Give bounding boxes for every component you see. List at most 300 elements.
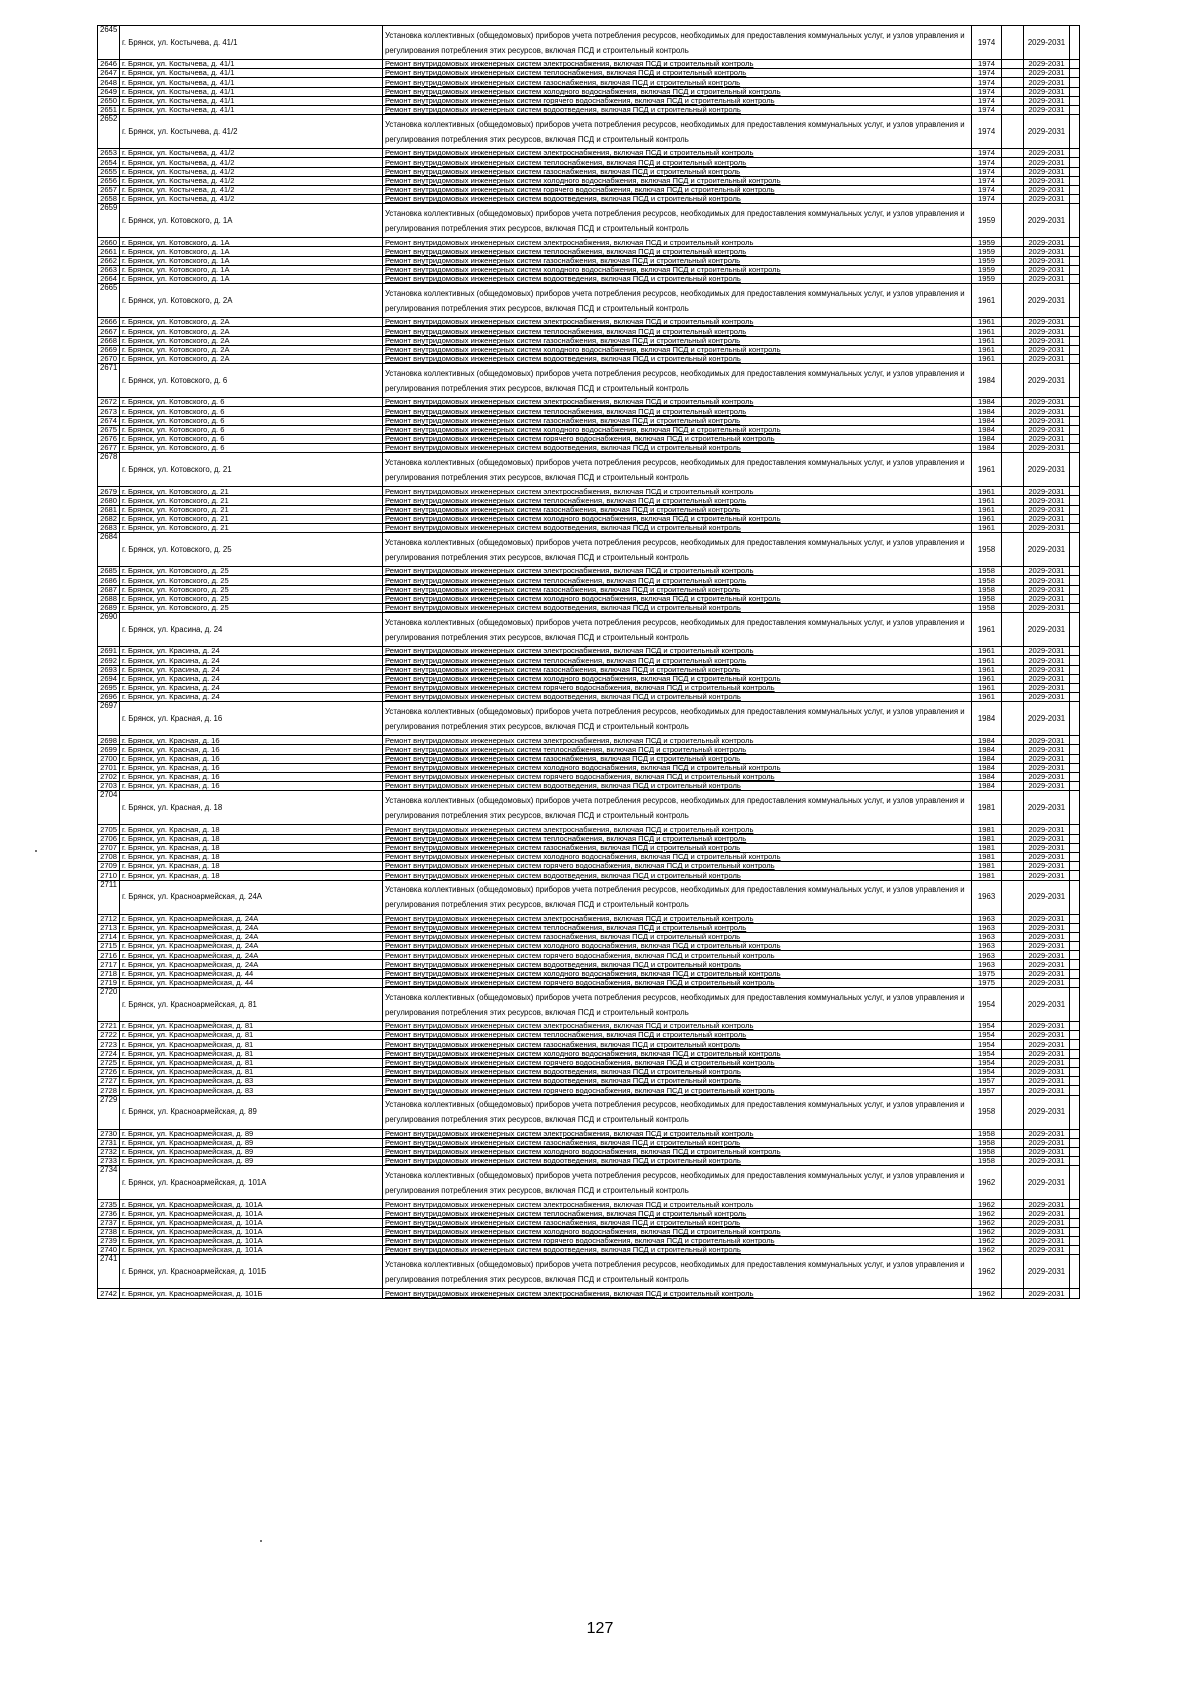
table-row [98, 115, 1146, 149]
empty-cell [1070, 327, 1080, 336]
table-row [98, 862, 1146, 871]
work-type-cell: Ремонт внутридомовых инженерных систем электроснабжения, включая ПСД и строительный контроль [383, 398, 972, 407]
empty-cell [1002, 567, 1024, 576]
work-type-cell: Ремонт внутридомовых инженерных систем газоснабжения, включая ПСД и строительный контроль [383, 843, 972, 852]
row-number: 2734 [98, 1166, 120, 1200]
period-cell: 2029-2031 [1024, 60, 1070, 69]
year-built-cell: 1961 [972, 336, 1002, 345]
empty-cell [1002, 1255, 1024, 1289]
period-cell: 2029-2031 [1024, 284, 1070, 318]
empty-cell [1070, 1049, 1080, 1058]
empty-cell [1002, 416, 1024, 425]
period-cell: 2029-2031 [1024, 914, 1070, 923]
empty-cell [1002, 702, 1024, 736]
work-type-cell: Ремонт внутридомовых инженерных систем водоотведения, включая ПСД и строительный контроль [383, 275, 972, 284]
empty-cell [1002, 1209, 1024, 1218]
row-number: 2669 [98, 345, 120, 354]
address-cell: г. Брянск, ул. Котовского, д. 21 [120, 514, 383, 523]
empty-cell [1002, 1040, 1024, 1049]
row-number: 2714 [98, 932, 120, 941]
empty-cell [1070, 336, 1080, 345]
work-type-cell: Ремонт внутридомовых инженерных систем электроснабжения, включая ПСД и строительный контроль [383, 1289, 972, 1298]
address-cell: г. Брянск, ул. Красноармейская, д. 24А [120, 932, 383, 941]
row-number: 2671 [98, 364, 120, 398]
empty-cell [1070, 238, 1080, 247]
address-cell: г. Брянск, ул. Красноармейская, д. 101Б [120, 1255, 383, 1289]
work-type-cell: Установка коллективных (общедомовых) приборов учета потребления ресурсов, необходимых для предоставления коммунальных услуг, и узлов управления и регулирования потребления этих ресурсов, включая ПСД и строительный контроль [383, 702, 972, 736]
address-cell: г. Брянск, ул. Красина, д. 24 [120, 613, 383, 647]
table-row [98, 105, 1146, 114]
empty-cell [1002, 185, 1024, 194]
work-type-cell: Ремонт внутридомовых инженерных систем газоснабжения, включая ПСД и строительный контроль [383, 754, 972, 763]
empty-cell [1002, 1157, 1024, 1166]
work-type-cell: Установка коллективных (общедомовых) приборов учета потребления ресурсов, необходимых для предоставления коммунальных услуг, и узлов управления и регулирования потребления этих ресурсов, включая ПСД и строительный контроль [383, 115, 972, 149]
empty-cell [1002, 988, 1024, 1022]
period-cell: 2029-2031 [1024, 96, 1070, 105]
address-cell: г. Брянск, ул. Красина, д. 24 [120, 674, 383, 683]
period-cell: 2029-2031 [1024, 453, 1070, 487]
row-number: 2687 [98, 585, 120, 594]
period-cell: 2029-2031 [1024, 1086, 1070, 1095]
work-type-cell: Ремонт внутридомовых инженерных систем теплоснабжения, включая ПСД и строительный контроль [383, 407, 972, 416]
table-row [98, 247, 1146, 256]
work-type-cell: Ремонт внутридомовых инженерных систем холодного водоснабжения, включая ПСД и строительный контроль [383, 852, 972, 861]
table-row [98, 1209, 1146, 1218]
empty-cell [1002, 674, 1024, 683]
empty-cell [1002, 238, 1024, 247]
empty-cell [1002, 862, 1024, 871]
empty-cell [1002, 158, 1024, 167]
work-type-cell: Ремонт внутридомовых инженерных систем электроснабжения, включая ПСД и строительный контроль [383, 567, 972, 576]
row-number: 2713 [98, 923, 120, 932]
period-cell: 2029-2031 [1024, 951, 1070, 960]
address-cell: г. Брянск, ул. Красина, д. 24 [120, 656, 383, 665]
table-row [98, 1040, 1146, 1049]
table-row [98, 1289, 1146, 1298]
period-cell: 2029-2031 [1024, 745, 1070, 754]
address-cell: г. Брянск, ул. Красная, д. 18 [120, 825, 383, 834]
period-cell: 2029-2031 [1024, 942, 1070, 951]
address-cell: г. Брянск, ул. Красноармейская, д. 44 [120, 969, 383, 978]
period-cell: 2029-2031 [1024, 988, 1070, 1022]
empty-cell [1070, 594, 1080, 603]
year-built-cell: 1959 [972, 247, 1002, 256]
empty-cell [1070, 951, 1080, 960]
empty-cell [1002, 327, 1024, 336]
table-row [98, 96, 1146, 105]
year-built-cell: 1954 [972, 1031, 1002, 1040]
period-cell: 2029-2031 [1024, 693, 1070, 702]
table-row [98, 533, 1146, 567]
row-number: 2706 [98, 834, 120, 843]
row-number: 2674 [98, 416, 120, 425]
row-number: 2736 [98, 1209, 120, 1218]
empty-cell [1070, 1218, 1080, 1227]
table-row [98, 647, 1146, 656]
work-type-cell: Ремонт внутридомовых инженерных систем горячего водоснабжения, включая ПСД и строительный контроль [383, 185, 972, 194]
year-built-cell: 1958 [972, 576, 1002, 585]
year-built-cell: 1957 [972, 1086, 1002, 1095]
empty-cell [1070, 791, 1080, 825]
table-row [98, 978, 1146, 987]
address-cell: г. Брянск, ул. Красноармейская, д. 83 [120, 1077, 383, 1086]
empty-cell [1002, 1246, 1024, 1255]
empty-cell [1070, 773, 1080, 782]
address-cell: г. Брянск, ул. Котовского, д. 2А [120, 327, 383, 336]
table-row [98, 594, 1146, 603]
period-cell: 2029-2031 [1024, 1289, 1070, 1298]
empty-cell [1002, 871, 1024, 880]
work-type-cell: Ремонт внутридомовых инженерных систем холодного водоснабжения, включая ПСД и строительный контроль [383, 514, 972, 523]
empty-cell [1070, 871, 1080, 880]
period-cell: 2029-2031 [1024, 265, 1070, 274]
period-cell: 2029-2031 [1024, 1200, 1070, 1209]
address-cell: г. Брянск, ул. Красноармейская, д. 44 [120, 978, 383, 987]
table-row [98, 185, 1146, 194]
work-type-cell: Установка коллективных (общедомовых) приборов учета потребления ресурсов, необходимых для предоставления коммунальных услуг, и узлов управления и регулирования потребления этих ресурсов, включая ПСД и строительный контроль [383, 26, 972, 60]
table-row [98, 425, 1146, 434]
period-cell: 2029-2031 [1024, 834, 1070, 843]
period-cell: 2029-2031 [1024, 185, 1070, 194]
address-cell: г. Брянск, ул. Котовского, д. 1А [120, 238, 383, 247]
year-built-cell: 1961 [972, 453, 1002, 487]
address-cell: г. Брянск, ул. Костычева, д. 41/1 [120, 105, 383, 114]
empty-cell [1002, 533, 1024, 567]
table-row [98, 754, 1146, 763]
table-row [98, 656, 1146, 665]
empty-cell [1070, 656, 1080, 665]
work-type-cell: Ремонт внутридомовых инженерных систем электроснабжения, включая ПСД и строительный контроль [383, 1200, 972, 1209]
row-number: 2684 [98, 533, 120, 567]
empty-cell [1002, 951, 1024, 960]
empty-cell [1002, 763, 1024, 772]
table-row [98, 265, 1146, 274]
period-cell: 2029-2031 [1024, 87, 1070, 96]
empty-cell [1002, 247, 1024, 256]
row-number: 2697 [98, 702, 120, 736]
empty-cell [1002, 1147, 1024, 1156]
work-type-cell: Ремонт внутридомовых инженерных систем электроснабжения, включая ПСД и строительный контроль [383, 825, 972, 834]
empty-cell [1002, 345, 1024, 354]
table-row [98, 988, 1146, 1022]
address-cell: г. Брянск, ул. Котовского, д. 1А [120, 275, 383, 284]
address-cell: г. Брянск, ул. Красная, д. 16 [120, 702, 383, 736]
year-built-cell: 1961 [972, 496, 1002, 505]
year-built-cell: 1975 [972, 969, 1002, 978]
empty-cell [1070, 1200, 1080, 1209]
empty-cell [1070, 1095, 1080, 1129]
address-cell: г. Брянск, ул. Котовского, д. 2А [120, 345, 383, 354]
table-row [98, 505, 1146, 514]
address-cell: г. Брянск, ул. Костычева, д. 41/1 [120, 96, 383, 105]
empty-cell [1002, 576, 1024, 585]
work-type-cell: Установка коллективных (общедомовых) приборов учета потребления ресурсов, необходимых для предоставления коммунальных услуг, и узлов управления и регулирования потребления этих ресурсов, включая ПСД и строительный контроль [383, 613, 972, 647]
row-number: 2705 [98, 825, 120, 834]
empty-cell [1070, 26, 1080, 60]
address-cell: г. Брянск, ул. Красина, д. 24 [120, 647, 383, 656]
empty-cell [1002, 745, 1024, 754]
work-type-cell: Ремонт внутридомовых инженерных систем холодного водоснабжения, включая ПСД и строительный контроль [383, 87, 972, 96]
empty-cell [1070, 978, 1080, 987]
address-cell: г. Брянск, ул. Костычева, д. 41/2 [120, 185, 383, 194]
year-built-cell: 1958 [972, 585, 1002, 594]
year-built-cell: 1984 [972, 398, 1002, 407]
row-number: 2699 [98, 745, 120, 754]
year-built-cell: 1963 [972, 960, 1002, 969]
table-row [98, 176, 1146, 185]
work-type-cell: Установка коллективных (общедомовых) приборов учета потребления ресурсов, необходимых для предоставления коммунальных услуг, и узлов управления и регулирования потребления этих ресурсов, включая ПСД и строительный контроль [383, 791, 972, 825]
work-type-cell: Ремонт внутридомовых инженерных систем горячего водоснабжения, включая ПСД и строительный контроль [383, 978, 972, 987]
address-cell: г. Брянск, ул. Красноармейская, д. 24А [120, 951, 383, 960]
period-cell: 2029-2031 [1024, 496, 1070, 505]
year-built-cell: 1974 [972, 167, 1002, 176]
period-cell: 2029-2031 [1024, 238, 1070, 247]
row-number: 2649 [98, 87, 120, 96]
row-number: 2738 [98, 1227, 120, 1236]
period-cell: 2029-2031 [1024, 78, 1070, 87]
empty-cell [1070, 754, 1080, 763]
table-row [98, 576, 1146, 585]
period-cell: 2029-2031 [1024, 416, 1070, 425]
row-number: 2646 [98, 60, 120, 69]
year-built-cell: 1975 [972, 978, 1002, 987]
empty-cell [1070, 1255, 1080, 1289]
scan-speck [260, 1540, 262, 1542]
period-cell: 2029-2031 [1024, 256, 1070, 265]
row-number: 2676 [98, 434, 120, 443]
empty-cell [1002, 514, 1024, 523]
empty-cell [1002, 1031, 1024, 1040]
year-built-cell: 1961 [972, 524, 1002, 533]
period-cell: 2029-2031 [1024, 105, 1070, 114]
period-cell: 2029-2031 [1024, 275, 1070, 284]
empty-cell [1002, 880, 1024, 914]
address-cell: г. Брянск, ул. Красноармейская, д. 81 [120, 1040, 383, 1049]
year-built-cell: 1954 [972, 1049, 1002, 1058]
table-row [98, 960, 1146, 969]
empty-cell [1002, 585, 1024, 594]
row-number: 2661 [98, 247, 120, 256]
address-cell: г. Брянск, ул. Красноармейская, д. 101Б [120, 1289, 383, 1298]
year-built-cell: 1984 [972, 702, 1002, 736]
address-cell: г. Брянск, ул. Красноармейская, д. 101А [120, 1209, 383, 1218]
empty-cell [1002, 960, 1024, 969]
table-row [98, 791, 1146, 825]
row-number: 2704 [98, 791, 120, 825]
address-cell: г. Брянск, ул. Красная, д. 18 [120, 791, 383, 825]
empty-cell [1070, 745, 1080, 754]
address-cell: г. Брянск, ул. Котовского, д. 21 [120, 524, 383, 533]
period-cell: 2029-2031 [1024, 852, 1070, 861]
year-built-cell: 1961 [972, 284, 1002, 318]
period-cell: 2029-2031 [1024, 247, 1070, 256]
year-built-cell: 1974 [972, 115, 1002, 149]
address-cell: г. Брянск, ул. Красноармейская, д. 24А [120, 914, 383, 923]
table-row [98, 1246, 1146, 1255]
table-row [98, 1200, 1146, 1209]
address-cell: г. Брянск, ул. Красноармейская, д. 83 [120, 1086, 383, 1095]
work-type-cell: Ремонт внутридомовых инженерных систем водоотведения, включая ПСД и строительный контроль [383, 871, 972, 880]
row-number: 2689 [98, 603, 120, 612]
table-row [98, 398, 1146, 407]
year-built-cell: 1963 [972, 951, 1002, 960]
work-type-cell: Ремонт внутридомовых инженерных систем водоотведения, включая ПСД и строительный контроль [383, 782, 972, 791]
address-cell: г. Брянск, ул. Котовского, д. 6 [120, 434, 383, 443]
row-number: 2727 [98, 1077, 120, 1086]
work-type-cell: Ремонт внутридомовых инженерных систем газоснабжения, включая ПСД и строительный контроль [383, 1040, 972, 1049]
period-cell: 2029-2031 [1024, 576, 1070, 585]
address-cell: г. Брянск, ул. Костычева, д. 41/1 [120, 60, 383, 69]
address-cell: г. Брянск, ул. Котовского, д. 2А [120, 284, 383, 318]
empty-cell [1070, 185, 1080, 194]
empty-cell [1002, 364, 1024, 398]
table-row [98, 1227, 1146, 1236]
empty-cell [1002, 1077, 1024, 1086]
work-type-cell: Ремонт внутридомовых инженерных систем теплоснабжения, включая ПСД и строительный контроль [383, 745, 972, 754]
row-number: 2739 [98, 1237, 120, 1246]
period-cell: 2029-2031 [1024, 585, 1070, 594]
period-cell: 2029-2031 [1024, 978, 1070, 987]
empty-cell [1070, 942, 1080, 951]
year-built-cell: 1962 [972, 1237, 1002, 1246]
empty-cell [1070, 1237, 1080, 1246]
period-cell: 2029-2031 [1024, 1067, 1070, 1076]
empty-cell [1070, 487, 1080, 496]
address-cell: г. Брянск, ул. Котовского, д. 1А [120, 204, 383, 238]
empty-cell [1070, 1157, 1080, 1166]
empty-cell [1070, 204, 1080, 238]
year-built-cell: 1963 [972, 880, 1002, 914]
row-number: 2690 [98, 613, 120, 647]
period-cell: 2029-2031 [1024, 763, 1070, 772]
empty-cell [1002, 1086, 1024, 1095]
empty-cell [1070, 444, 1080, 453]
empty-cell [1070, 647, 1080, 656]
table-row [98, 745, 1146, 754]
year-built-cell: 1984 [972, 407, 1002, 416]
empty-cell [1070, 87, 1080, 96]
work-type-cell: Ремонт внутридомовых инженерных систем холодного водоснабжения, включая ПСД и строительный контроль [383, 425, 972, 434]
period-cell: 2029-2031 [1024, 594, 1070, 603]
address-cell: г. Брянск, ул. Костычева, д. 41/2 [120, 115, 383, 149]
row-number: 2735 [98, 1200, 120, 1209]
empty-cell [1002, 773, 1024, 782]
year-built-cell: 1962 [972, 1289, 1002, 1298]
row-number: 2692 [98, 656, 120, 665]
address-cell: г. Брянск, ул. Котовского, д. 25 [120, 567, 383, 576]
empty-cell [1070, 923, 1080, 932]
work-type-cell: Ремонт внутридомовых инженерных систем водоотведения, включая ПСД и строительный контроль [383, 354, 972, 363]
period-cell: 2029-2031 [1024, 1040, 1070, 1049]
address-cell: г. Брянск, ул. Красная, д. 16 [120, 736, 383, 745]
table-row [98, 167, 1146, 176]
address-cell: г. Брянск, ул. Котовского, д. 25 [120, 594, 383, 603]
empty-cell [1002, 1049, 1024, 1058]
year-built-cell: 1954 [972, 1058, 1002, 1067]
work-type-cell: Ремонт внутридомовых инженерных систем теплоснабжения, включая ПСД и строительный контроль [383, 834, 972, 843]
empty-cell [1002, 843, 1024, 852]
period-cell: 2029-2031 [1024, 825, 1070, 834]
period-cell: 2029-2031 [1024, 754, 1070, 763]
address-cell: г. Брянск, ул. Красная, д. 18 [120, 852, 383, 861]
row-number: 2654 [98, 158, 120, 167]
address-cell: г. Брянск, ул. Красноармейская, д. 101А [120, 1246, 383, 1255]
row-number: 2700 [98, 754, 120, 763]
empty-cell [1070, 834, 1080, 843]
year-built-cell: 1958 [972, 594, 1002, 603]
empty-cell [1002, 336, 1024, 345]
table-row [98, 1237, 1146, 1246]
empty-cell [1002, 923, 1024, 932]
period-cell: 2029-2031 [1024, 1095, 1070, 1129]
row-number: 2665 [98, 284, 120, 318]
empty-cell [1070, 825, 1080, 834]
period-cell: 2029-2031 [1024, 932, 1070, 941]
row-number: 2702 [98, 773, 120, 782]
address-cell: г. Брянск, ул. Красноармейская, д. 81 [120, 1049, 383, 1058]
period-cell: 2029-2031 [1024, 647, 1070, 656]
empty-cell [1002, 683, 1024, 692]
row-number: 2660 [98, 238, 120, 247]
empty-cell [1002, 1058, 1024, 1067]
address-cell: г. Брянск, ул. Красная, д. 18 [120, 843, 383, 852]
year-built-cell: 1961 [972, 505, 1002, 514]
work-type-cell: Ремонт внутридомовых инженерных систем теплоснабжения, включая ПСД и строительный контроль [383, 1031, 972, 1040]
work-type-cell: Ремонт внутридомовых инженерных систем электроснабжения, включая ПСД и строительный контроль [383, 736, 972, 745]
address-cell: г. Брянск, ул. Костычева, д. 41/1 [120, 87, 383, 96]
year-built-cell: 1974 [972, 26, 1002, 60]
period-cell: 2029-2031 [1024, 149, 1070, 158]
empty-cell [1070, 782, 1080, 791]
empty-cell [1070, 576, 1080, 585]
work-type-cell: Ремонт внутридомовых инженерных систем электроснабжения, включая ПСД и строительный контроль [383, 60, 972, 69]
address-cell: г. Брянск, ул. Красноармейская, д. 101А [120, 1227, 383, 1236]
row-number: 2645 [98, 26, 120, 60]
work-type-cell: Ремонт внутридомовых инженерных систем электроснабжения, включая ПСД и строительный контроль [383, 318, 972, 327]
year-built-cell: 1961 [972, 674, 1002, 683]
empty-cell [1070, 69, 1080, 78]
address-cell: г. Брянск, ул. Котовского, д. 2А [120, 336, 383, 345]
period-cell: 2029-2031 [1024, 1227, 1070, 1236]
row-number: 2698 [98, 736, 120, 745]
work-type-cell: Ремонт внутридомовых инженерных систем холодного водоснабжения, включая ПСД и строительный контроль [383, 674, 972, 683]
work-type-cell: Ремонт внутридомовых инженерных систем электроснабжения, включая ПСД и строительный контроль [383, 1022, 972, 1031]
empty-cell [1070, 284, 1080, 318]
year-built-cell: 1981 [972, 871, 1002, 880]
row-number: 2733 [98, 1157, 120, 1166]
period-cell: 2029-2031 [1024, 1218, 1070, 1227]
table-row [98, 1049, 1146, 1058]
work-type-cell: Ремонт внутридомовых инженерных систем газоснабжения, включая ПСД и строительный контроль [383, 256, 972, 265]
work-type-cell: Ремонт внутридомовых инженерных систем водоотведения, включая ПСД и строительный контроль [383, 195, 972, 204]
address-cell: г. Брянск, ул. Красная, д. 18 [120, 871, 383, 880]
table-row [98, 514, 1146, 523]
row-number: 2668 [98, 336, 120, 345]
year-built-cell: 1974 [972, 185, 1002, 194]
period-cell: 2029-2031 [1024, 487, 1070, 496]
address-cell: г. Брянск, ул. Красная, д. 16 [120, 782, 383, 791]
address-cell: г. Брянск, ул. Красноармейская, д. 89 [120, 1095, 383, 1129]
work-type-cell: Ремонт внутридомовых инженерных систем электроснабжения, включая ПСД и строительный контроль [383, 487, 972, 496]
table-row [98, 1067, 1146, 1076]
table-row [98, 1095, 1146, 1129]
table-row [98, 336, 1146, 345]
period-cell: 2029-2031 [1024, 26, 1070, 60]
period-cell: 2029-2031 [1024, 327, 1070, 336]
empty-cell [1002, 275, 1024, 284]
row-number: 2664 [98, 275, 120, 284]
period-cell: 2029-2031 [1024, 204, 1070, 238]
